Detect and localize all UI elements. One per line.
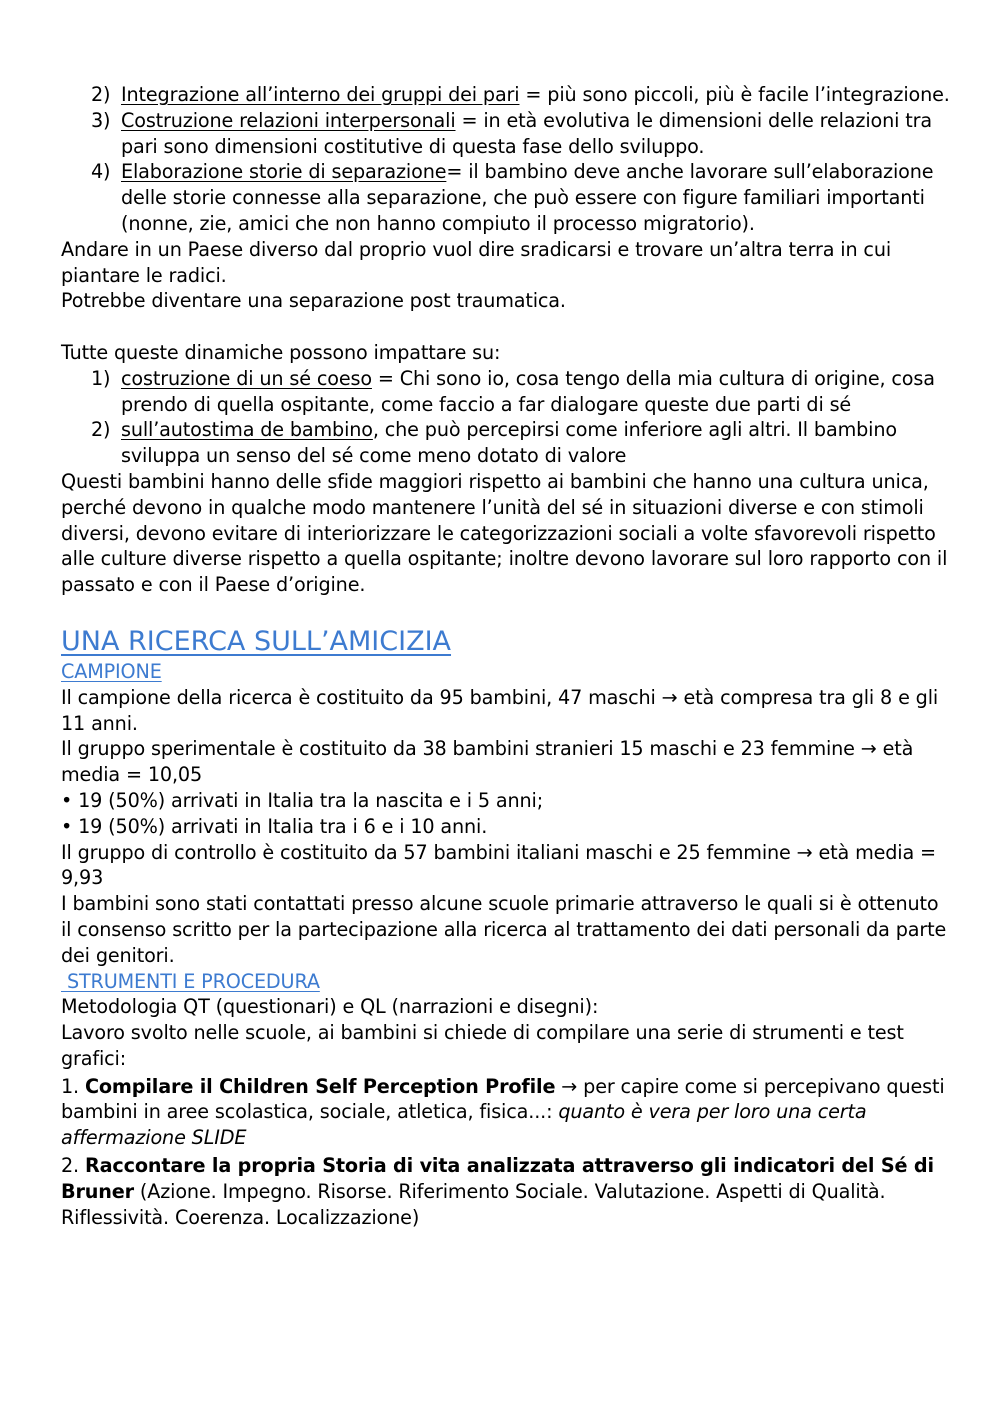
- list-text: = più sono piccoli, più è facile l’integrazione.: [519, 83, 950, 106]
- list-term: Elaborazione storie di separazione: [121, 160, 447, 184]
- list-item: [61, 82, 950, 108]
- paragraph: Il gruppo di controllo è costituito da 57 bambini italiani maschi e 25 femmine → età media = 9,93: [61, 840, 936, 890]
- list-term: Costruzione relazioni interpersonali: [121, 108, 456, 132]
- list-item: [61, 159, 950, 236]
- item-number: 2.: [61, 1154, 85, 1178]
- subsection-heading-strumenti: STRUMENTI E PROCEDURA: [61, 969, 320, 993]
- paragraph: Il campione della ricerca è costituito da 95 bambini, 47 maschi → età compresa tra gli 8 e gli 11 anni.: [61, 685, 939, 735]
- list-term: Integrazione all’interno dei gruppi dei pari: [121, 83, 520, 106]
- list-number: 1): [91, 366, 111, 390]
- list-number: 2): [91, 83, 111, 106]
- item-bold-title: Compilare il Children Self Perception Profile: [84, 1074, 556, 1098]
- paragraph: I bambini sono stati contattati presso alcune scuole primarie attraverso le quali si è ottenuto il consenso scritto per la partecipazione alla ricerca al trattamento dei dati personali da parte dei genitori.: [61, 892, 947, 967]
- paragraph: Metodologia QT (questionari) e QL (narrazioni e disegni):: [61, 995, 599, 1019]
- list-item: [61, 366, 950, 418]
- list-text: = in età evolutiva le dimensioni delle relazioni tra pari sono dimensioni costitutive di questa fase dello sviluppo.: [121, 108, 932, 158]
- list-item: [61, 417, 950, 469]
- list-text: , che può percepirsi come inferiore agli altri. Il bambino sviluppa un senso del sé come meno dotato di valore: [121, 418, 897, 468]
- item-italic-note: quanto è vera per loro una certa affermazione SLIDE: [61, 1100, 867, 1150]
- blank-line: [61, 314, 950, 340]
- paragraph: Lavoro svolto nelle scuole, ai bambini si chiede di compilare una serie di strumenti e test grafici:: [61, 1021, 904, 1070]
- list-term: sull’autostima de bambino: [121, 418, 373, 442]
- numbered-item: [61, 1153, 950, 1230]
- numbered-list-impacts: [61, 366, 950, 469]
- item-text: → per capire come si percepivano questi bambini in aree scolastica, sociale, atletica, fisica...:: [61, 1074, 945, 1124]
- item-bold-title: Raccontare la propria Storia di vita analizzata attraverso gli indicatori del Sé di Bruner: [61, 1154, 934, 1203]
- subsection-heading-campione: CAMPIONE: [61, 659, 162, 683]
- paragraph: Tutte queste dinamiche possono impattare su:: [61, 340, 501, 364]
- item-number: 1.: [61, 1074, 85, 1098]
- list-item: [61, 108, 950, 160]
- list-term: costruzione di un sé coeso: [121, 366, 372, 390]
- numbered-list-dimensions: [61, 82, 950, 237]
- bullet-line: • 19 (50%) arrivati in Italia tra i 6 e i 10 anni.: [61, 814, 488, 838]
- list-number: 2): [91, 418, 111, 442]
- list-number: 4): [91, 160, 111, 184]
- paragraph: Questi bambini hanno delle sfide maggiori rispetto ai bambini che hanno una cultura unica, perché devono in qualche modo mantenere l’unità del sé in situazioni diverse e con stimoli diversi, devono evitare di interiorizzare le categorizzazioni sociali a volte sfavorevoli rispetto alle culture diverse rispetto a quella ospitante; inoltre devono lavorare sul loro rapporto con il passato e con il Paese d’origine.: [61, 469, 948, 597]
- paragraph: Potrebbe diventare una separazione post traumatica.: [61, 289, 566, 313]
- list-text: = Chi sono io, cosa tengo della mia cultura di origine, cosa prendo di quella ospitante, come faccio a far dialogare queste due parti di sé: [121, 366, 935, 416]
- paragraph: Andare in un Paese diverso dal proprio vuol dire sradicarsi e trovare un’altra terra in cui piantare le radici.: [61, 237, 892, 287]
- item-text: (Azione. Impegno. Risorse. Riferimento Sociale. Valutazione. Aspetti di Qualità. Riflessività. Coerenza. Localizzazione): [61, 1179, 886, 1229]
- section-heading: UNA RICERCA SULL’AMICIZIA: [61, 625, 452, 657]
- list-number: 3): [91, 108, 111, 132]
- list-text: = il bambino deve anche lavorare sull’elaborazione delle storie connesse alla separazione, che può essere con figure familiari importanti (nonne, zie, amici che non hanno compiuto il processo migratorio).: [121, 160, 934, 235]
- bullet-line: • 19 (50%) arrivati in Italia tra la nascita e i 5 anni;: [61, 788, 544, 812]
- paragraph: Il gruppo sperimentale è costituito da 38 bambini stranieri 15 maschi e 23 femmine → età media = 10,05: [61, 737, 914, 787]
- numbered-item: [61, 1074, 950, 1151]
